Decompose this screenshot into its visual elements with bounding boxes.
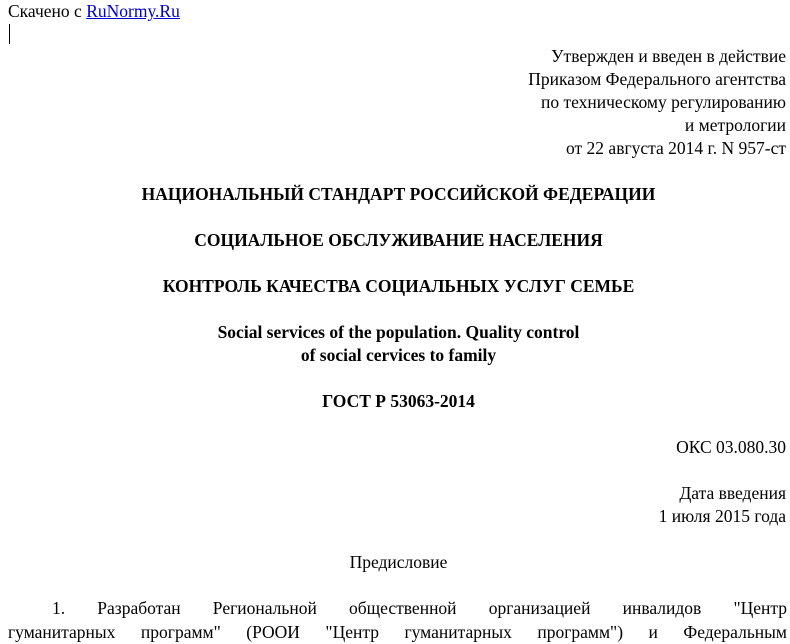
oks-code: ОКС 03.080.30 (676, 437, 786, 457)
source-link[interactable]: RuNormy.Ru (86, 1, 180, 21)
effective-date-label: Дата введения (679, 483, 786, 503)
text-cursor (9, 24, 10, 44)
paragraph-1-line-2: гуманитарных программ" (РООИ "Центр гуманитарных программ") и Федеральным (8, 622, 787, 642)
section-heading: Предисловие (349, 552, 448, 572)
approval-line-3: по техническому регулированию (540, 92, 786, 112)
approval-line-5: от 22 августа 2014 г. N 957-ст (566, 138, 786, 158)
paragraph-1 (8, 596, 787, 644)
standard-title: НАЦИОНАЛЬНЫЙ СТАНДАРТ РОССИЙСКОЙ ФЕДЕРАЦИИ (141, 184, 656, 204)
gost-code: ГОСТ Р 53063-2014 (322, 391, 475, 411)
subject-title: СОЦИАЛЬНОЕ ОБСЛУЖИВАНИЕ НАСЕЛЕНИЯ (194, 230, 603, 250)
english-title-line-1: Social services of the population. Quality control (217, 322, 580, 342)
approval-line-2: Приказом Федерального агентства (528, 69, 786, 89)
approval-line-4: и метрологии (684, 115, 786, 135)
approval-line-1: Утвержден и введен в действие (551, 46, 786, 66)
english-title-line-2: of social cervices to family (300, 345, 497, 365)
download-prefix: Скачено с (8, 1, 87, 21)
effective-date: 1 июля 2015 года (658, 506, 786, 526)
paragraph-1-line-1: 1. Разработан Региональной общественной организацией инвалидов "Центр (52, 598, 787, 618)
topic-title: КОНТРОЛЬ КАЧЕСТВА СОЦИАЛЬНЫХ УСЛУГ СЕМЬЕ (162, 276, 635, 296)
download-source-line (8, 0, 180, 22)
